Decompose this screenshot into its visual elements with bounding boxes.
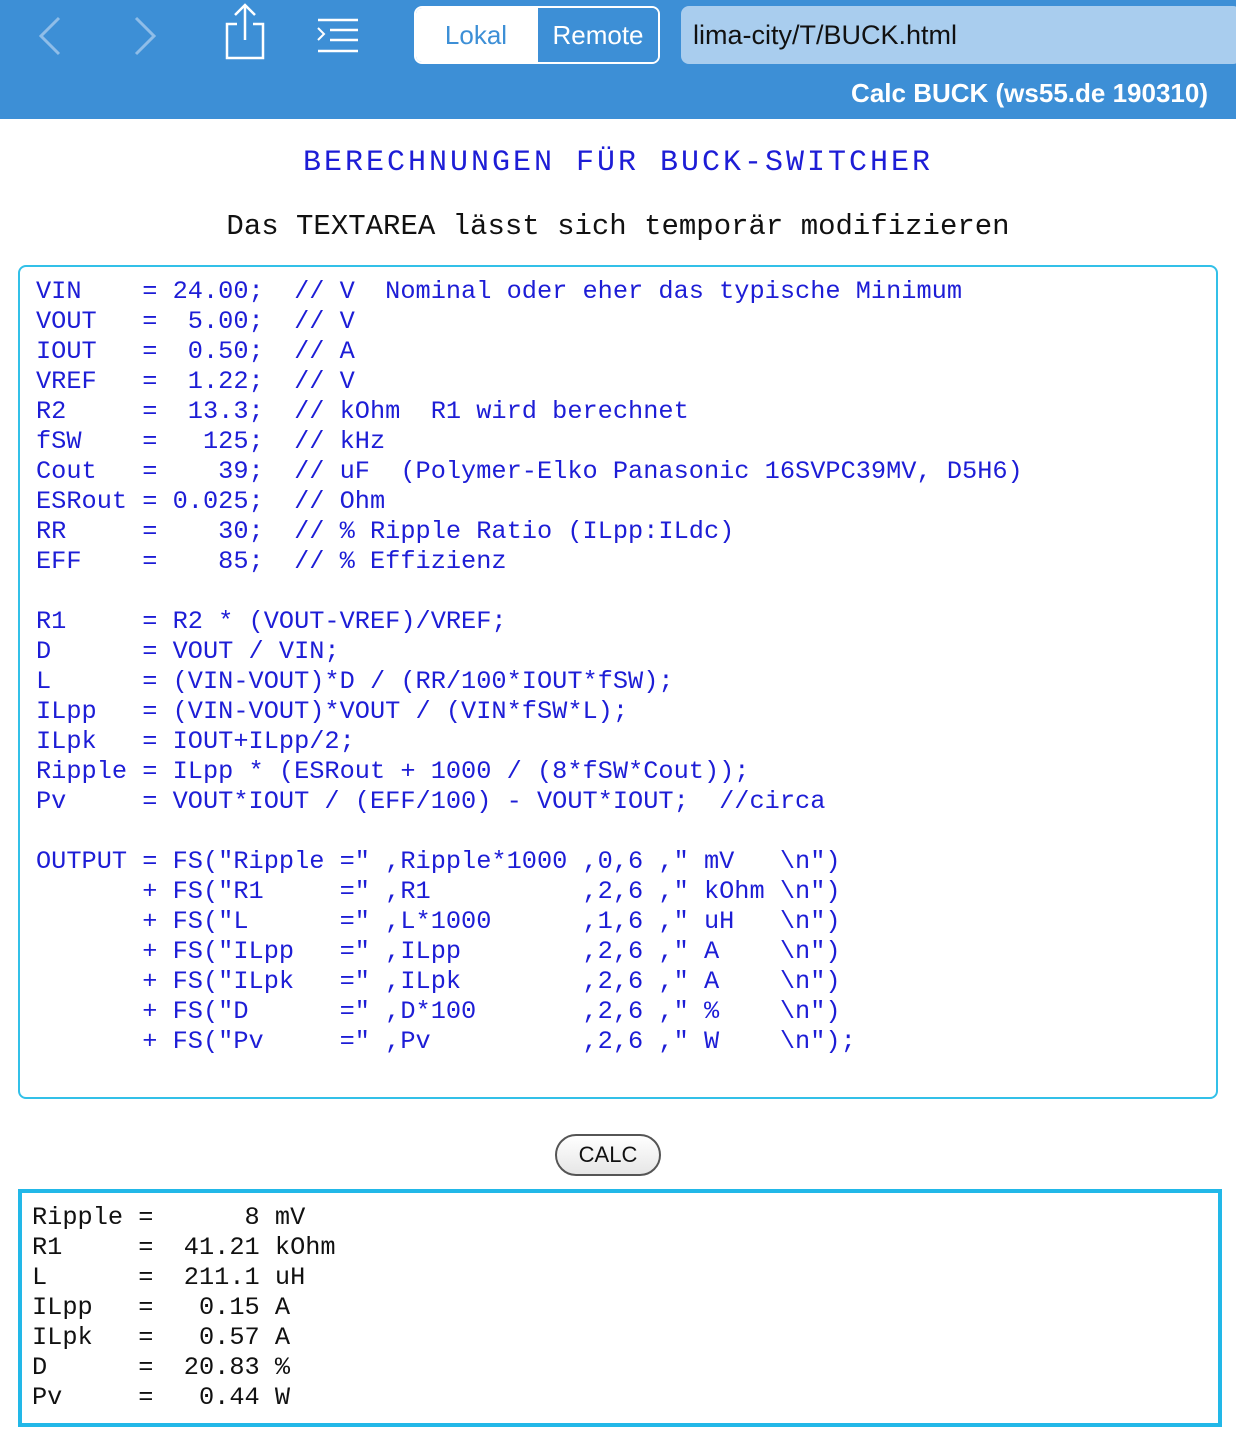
code-text: VIN = 24.00; // V Nominal oder eher das typische Minimum VOUT = 5.00; // V IOUT = 0.50; // A VREF = 1.22; // V R2 = 13.3; // kOhm R1 wird berechnet fSW = 125; // kHz Cout = 39; // uF (Polymer-Elko Panasonic 16SVPC39MV, D5H6) ESRout = 0.025; // Ohm RR = 30; // % Ripple Ratio (ILpp:ILdc) EFF = 85; // % Effizienz R1 = R2 * (VOUT-VREF)/VREF; D = VOUT / VIN; L = (VIN-VOUT)*D / (RR/100*IOUT*fSW); ILpp = (VIN-VOUT)*VOUT / (VIN*fSW*L); ILpk = IOUT+ILpp/2; Ripple = ILpp * (ESRout + 1000 / (8*fSW*Cout)); Pv = VOUT*IOUT / (EFF/100) - VOUT*IOUT; //circa OUTPUT = FS("Ripple =" ,Ripple*1000 ,0,6 ," mV \n") + FS("R1 =" ,R1 ,2,6 ," kOhm \n") + FS("L =" ,L*1000 ,1,6 ," uH \n") + FS("ILpp =" ,ILpp ,2,6 ," A \n") + FS("ILpk =" ,ILpk ,2,6 ," A \n") + FS("D =" ,D*100 ,2,6 ," % \n") + FS("Pv =" ,Pv ,2,6 ," W \n"); [36, 277, 1023, 1056]
share-button[interactable] [215, 0, 275, 64]
chevron-left-icon [35, 14, 65, 58]
page-subtitle: Calc BUCK (ws55.de 190310) [851, 78, 1208, 108]
output-box [18, 1189, 1222, 1427]
chevron-right-icon [130, 14, 160, 58]
browser-toolbar [0, 0, 1236, 119]
page-subheading: Das TEXTAREA lässt sich temporär modifizieren [226, 210, 1010, 243]
list-icon [316, 16, 360, 56]
calc-button[interactable]: CALC [555, 1134, 661, 1176]
forward-button[interactable] [115, 8, 175, 64]
page-title: BERECHNUNGEN FÜR BUCK-SWITCHER [302, 146, 934, 180]
code-textarea[interactable] [18, 265, 1218, 1099]
source-segmented-control [414, 6, 660, 64]
share-icon [223, 2, 267, 62]
list-button[interactable] [308, 8, 368, 64]
output-text: Ripple = 8 mV R1 = 41.21 kOhm L = 211.1 uH ILpp = 0.15 A ILpk = 0.57 A D = 20.83 % Pv = 0.44 W [32, 1203, 336, 1412]
segment-lokal[interactable]: Lokal [416, 8, 536, 62]
url-field[interactable]: lima-city/T/BUCK.html [681, 6, 1236, 64]
segment-remote[interactable]: Remote [536, 8, 658, 62]
back-button[interactable] [20, 8, 80, 64]
